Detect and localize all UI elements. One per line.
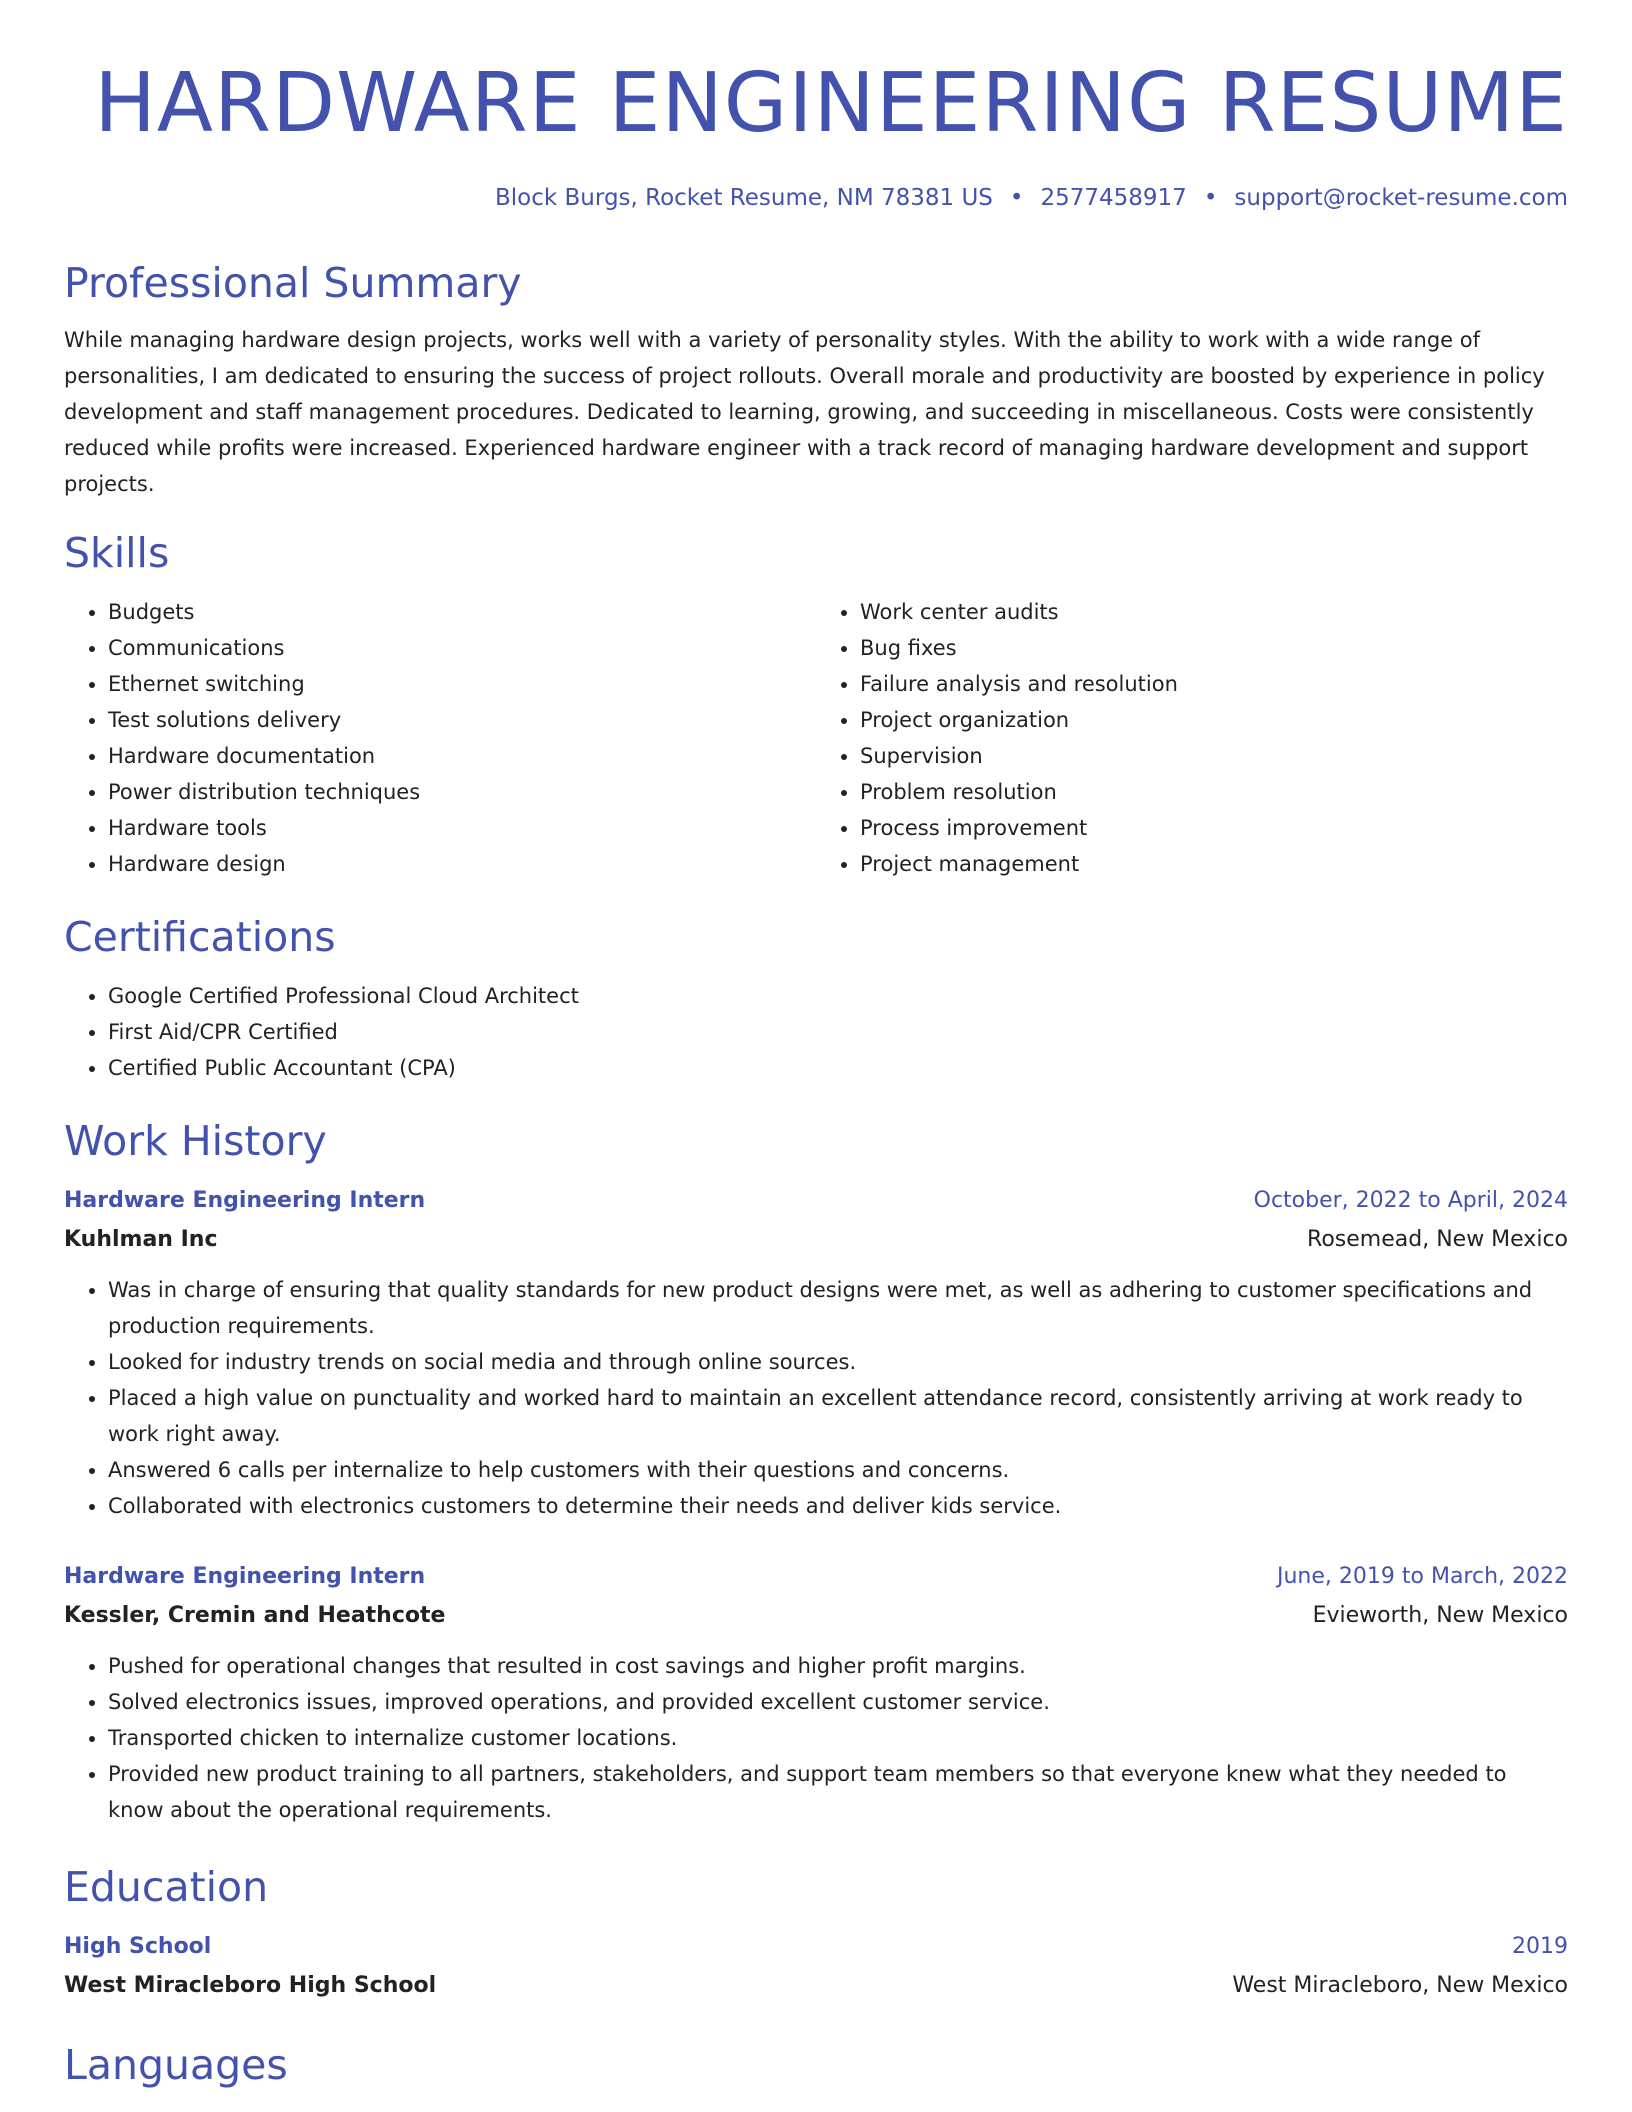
job-title: Hardware Engineering Intern	[64, 1564, 426, 1589]
job-header-row	[64, 1558, 1568, 1596]
skill-item: • Communications	[108, 630, 816, 666]
job-location: Evieworth, New Mexico	[1312, 1603, 1568, 1628]
job-bullet: • Was in charge of ensuring that quality standards for new product designs were met, as well as adhering to customer specifications and production requirements.	[108, 1272, 1568, 1344]
skill-item: • Project organization	[860, 702, 1568, 738]
skill-item: • Project management	[860, 846, 1568, 882]
job-entry	[64, 1558, 1568, 1828]
certifications-list	[64, 978, 1568, 1086]
certifications-heading: Certifications	[64, 913, 336, 961]
education-entry	[64, 1928, 1568, 2006]
job-dates: June, 2019 to March, 2022	[1277, 1564, 1568, 1589]
job-company-row	[64, 1220, 1568, 1260]
contact-address: Block Burgs, Rocket Resume, NM 78381 US	[495, 185, 993, 211]
certification-item: • Google Certified Professional Cloud Architect	[108, 978, 1568, 1014]
job-header-row	[64, 1182, 1568, 1220]
skill-item: • Process improvement	[860, 810, 1568, 846]
skills-list-left	[64, 594, 816, 882]
certifications-section	[64, 912, 1568, 1086]
skill-item: • Bug fixes	[860, 630, 1568, 666]
job-bullet: • Placed a high value on punctuality and worked hard to maintain an excellent attendance record, consistently arriving at work ready to work right away.	[108, 1380, 1568, 1452]
job-location: Rosemead, New Mexico	[1307, 1227, 1568, 1252]
contact-line	[64, 182, 1568, 214]
skill-item: • Budgets	[108, 594, 816, 630]
job-bullet: • Pushed for operational changes that resulted in cost savings and higher profit margins.	[108, 1648, 1568, 1684]
skills-heading: Skills	[64, 529, 170, 577]
resume-page	[64, 0, 1568, 2090]
certification-item: • First Aid/CPR Certified	[108, 1014, 1568, 1050]
education-school: West Miracleboro High School	[64, 1973, 437, 1998]
education-heading: Education	[64, 1863, 269, 1911]
education-location: West Miracleboro, New Mexico	[1232, 1973, 1568, 1998]
job-bullet: • Solved electronics issues, improved operations, and provided excellent customer service.	[108, 1684, 1568, 1720]
skill-item: • Supervision	[860, 738, 1568, 774]
skill-item: • Test solutions delivery	[108, 702, 816, 738]
contact-separator: •	[1203, 185, 1218, 211]
skills-section	[64, 528, 1568, 882]
education-degree: High School	[64, 1934, 212, 1959]
skill-item: • Hardware design	[108, 846, 816, 882]
job-bullet: • Transported chicken to internalize customer locations.	[108, 1720, 1568, 1756]
job-bullet: • Looked for industry trends on social media and through online sources.	[108, 1344, 1568, 1380]
resume-title: HARDWARE ENGINEERING RESUME	[94, 56, 1568, 151]
job-entry	[64, 1182, 1568, 1524]
education-school-row	[64, 1966, 1568, 2006]
education-section	[64, 1862, 1568, 2006]
skills-list-right	[816, 594, 1568, 882]
work-history-section	[64, 1116, 1568, 1828]
education-header-row	[64, 1928, 1568, 1966]
summary-heading: Professional Summary	[64, 259, 522, 307]
job-company-row	[64, 1596, 1568, 1636]
work-history-heading: Work History	[64, 1117, 327, 1165]
contact-phone: 2577458917	[1040, 185, 1187, 211]
contact-email[interactable]: support@rocket-resume.com	[1234, 185, 1568, 211]
job-bullets	[64, 1648, 1568, 1828]
contact-separator: •	[1009, 185, 1024, 211]
job-company: Kuhlman Inc	[64, 1227, 218, 1252]
job-bullet: • Collaborated with electronics customers to determine their needs and deliver kids service.	[108, 1488, 1568, 1524]
skill-item: • Ethernet switching	[108, 666, 816, 702]
skill-item: • Power distribution techniques	[108, 774, 816, 810]
education-year: 2019	[1512, 1934, 1568, 1959]
job-dates: October, 2022 to April, 2024	[1253, 1188, 1568, 1213]
skill-item: • Hardware tools	[108, 810, 816, 846]
certification-item: • Certified Public Accountant (CPA)	[108, 1050, 1568, 1086]
skill-item: • Hardware documentation	[108, 738, 816, 774]
job-bullet: • Answered 6 calls per internalize to help customers with their questions and concerns.	[108, 1452, 1568, 1488]
skill-item: • Failure analysis and resolution	[860, 666, 1568, 702]
summary-section	[64, 258, 1568, 502]
job-bullets	[64, 1272, 1568, 1524]
job-bullet: • Provided new product training to all partners, stakeholders, and support team members so that everyone knew what they needed to know about the operational requirements.	[108, 1756, 1568, 1828]
skill-item: • Work center audits	[860, 594, 1568, 630]
languages-section	[64, 2040, 1568, 2090]
job-company: Kessler, Cremin and Heathcote	[64, 1603, 446, 1628]
summary-text: While managing hardware design projects, works well with a variety of personality styles. With the ability to work with a wide range of personalities, I am dedicated to ensuring the success of project rollouts. Overall morale and productivity are boosted by experience in policy development and staff management procedures. Dedicated to learning, growing, and succeeding in miscellaneous. Costs were consistently reduced while profits were increased. Experienced hardware engineer with a track record of managing hardware development and support projects.	[64, 328, 1545, 496]
languages-heading: Languages	[64, 2041, 288, 2089]
skill-item: • Problem resolution	[860, 774, 1568, 810]
skills-grid	[64, 594, 1568, 882]
job-title: Hardware Engineering Intern	[64, 1188, 426, 1213]
